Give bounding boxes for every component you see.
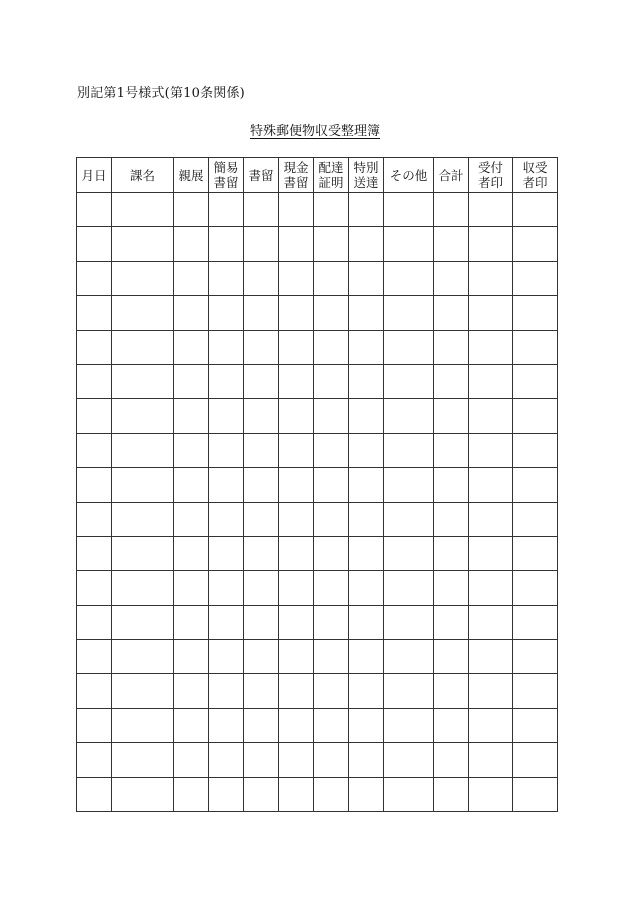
entry-cell-other[interactable] [384, 674, 434, 708]
entry-cell-other[interactable] [384, 296, 434, 330]
entry-cell-section[interactable] [112, 468, 174, 502]
entry-cell-section[interactable] [112, 261, 174, 295]
entry-cell-special-delivery[interactable] [349, 708, 384, 742]
entry-cell-registered[interactable] [244, 468, 279, 502]
entry-cell-receiver-seal[interactable] [469, 536, 513, 570]
entry-cell-recipient-seal[interactable] [513, 433, 558, 467]
table-row [77, 364, 558, 398]
entry-cell-other[interactable] [384, 227, 434, 261]
entry-cell-section[interactable] [112, 330, 174, 364]
entry-cell-personal[interactable] [174, 502, 209, 536]
table-row [77, 743, 558, 777]
entry-cell-receiver-seal[interactable] [469, 261, 513, 295]
entry-cell-personal[interactable] [174, 777, 209, 811]
table-row [77, 193, 558, 227]
register-header [77, 158, 558, 193]
entry-cell-total[interactable] [434, 571, 469, 605]
entry-cell-other[interactable] [384, 536, 434, 570]
register-table [76, 157, 558, 812]
entry-cell-delivery-certificate[interactable] [314, 708, 349, 742]
column-header-line: 証明 [318, 175, 344, 190]
column-header-special-delivery [349, 158, 384, 193]
entry-cell-total[interactable] [434, 468, 469, 502]
entry-cell-recipient-seal[interactable] [513, 536, 558, 570]
column-header-line: 配達 [318, 160, 344, 175]
entry-cell-simple-registered[interactable] [209, 399, 244, 433]
entry-cell-recipient-seal[interactable] [513, 364, 558, 398]
column-header-line: 書留 [213, 175, 239, 190]
entry-cell-receiver-seal[interactable] [469, 399, 513, 433]
entry-cell-section[interactable] [112, 364, 174, 398]
entry-cell-registered[interactable] [244, 605, 279, 639]
entry-cell-receiver-seal[interactable] [469, 571, 513, 605]
entry-cell-cash-registered[interactable] [279, 708, 314, 742]
entry-cell-recipient-seal[interactable] [513, 399, 558, 433]
entry-cell-receiver-seal[interactable] [469, 502, 513, 536]
entry-cell-delivery-certificate[interactable] [314, 536, 349, 570]
entry-cell-month-day[interactable] [77, 777, 112, 811]
entry-cell-other[interactable] [384, 193, 434, 227]
entry-cell-personal[interactable] [174, 330, 209, 364]
entry-cell-month-day[interactable] [77, 536, 112, 570]
table-row [77, 536, 558, 570]
entry-cell-section[interactable] [112, 227, 174, 261]
entry-cell-personal[interactable] [174, 743, 209, 777]
entry-cell-registered[interactable] [244, 640, 279, 674]
column-header-line: 月日 [81, 167, 107, 183]
table-row [77, 261, 558, 295]
entry-cell-simple-registered[interactable] [209, 605, 244, 639]
entry-cell-cash-registered[interactable] [279, 227, 314, 261]
entry-cell-recipient-seal[interactable] [513, 605, 558, 639]
entry-cell-month-day[interactable] [77, 708, 112, 742]
entry-cell-recipient-seal[interactable] [513, 227, 558, 261]
table-row [77, 502, 558, 536]
column-header-registered [244, 158, 279, 193]
entry-cell-month-day[interactable] [77, 399, 112, 433]
entry-cell-cash-registered[interactable] [279, 399, 314, 433]
table-row [77, 296, 558, 330]
entry-cell-month-day[interactable] [77, 296, 112, 330]
entry-cell-cash-registered[interactable] [279, 743, 314, 777]
column-header-section [112, 158, 174, 193]
entry-cell-registered[interactable] [244, 399, 279, 433]
entry-cell-delivery-certificate[interactable] [314, 433, 349, 467]
entry-cell-personal[interactable] [174, 674, 209, 708]
entry-cell-simple-registered[interactable] [209, 708, 244, 742]
entry-cell-delivery-certificate[interactable] [314, 193, 349, 227]
entry-cell-delivery-certificate[interactable] [314, 571, 349, 605]
entry-cell-total[interactable] [434, 708, 469, 742]
entry-cell-month-day[interactable] [77, 330, 112, 364]
entry-cell-month-day[interactable] [77, 571, 112, 605]
entry-cell-receiver-seal[interactable] [469, 296, 513, 330]
entry-cell-personal[interactable] [174, 193, 209, 227]
entry-cell-delivery-certificate[interactable] [314, 743, 349, 777]
entry-cell-other[interactable] [384, 433, 434, 467]
entry-cell-recipient-seal[interactable] [513, 743, 558, 777]
entry-cell-registered[interactable] [244, 227, 279, 261]
entry-cell-simple-registered[interactable] [209, 364, 244, 398]
entry-cell-section[interactable] [112, 502, 174, 536]
entry-cell-cash-registered[interactable] [279, 536, 314, 570]
entry-cell-simple-registered[interactable] [209, 296, 244, 330]
entry-cell-cash-registered[interactable] [279, 605, 314, 639]
entry-cell-other[interactable] [384, 468, 434, 502]
entry-cell-delivery-certificate[interactable] [314, 777, 349, 811]
entry-cell-total[interactable] [434, 640, 469, 674]
entry-cell-special-delivery[interactable] [349, 777, 384, 811]
entry-cell-special-delivery[interactable] [349, 743, 384, 777]
column-header-line: その他 [389, 167, 428, 183]
entry-cell-special-delivery[interactable] [349, 674, 384, 708]
entry-cell-personal[interactable] [174, 227, 209, 261]
column-header-simple-registered [209, 158, 244, 193]
entry-cell-recipient-seal[interactable] [513, 674, 558, 708]
entry-cell-month-day[interactable] [77, 674, 112, 708]
entry-cell-registered[interactable] [244, 364, 279, 398]
form-reference: 別記第1号様式(第10条関係) [77, 86, 245, 101]
entry-cell-section[interactable] [112, 640, 174, 674]
entry-cell-receiver-seal[interactable] [469, 227, 513, 261]
entry-cell-cash-registered[interactable] [279, 364, 314, 398]
entry-cell-registered[interactable] [244, 743, 279, 777]
entry-cell-total[interactable] [434, 330, 469, 364]
entry-cell-receiver-seal[interactable] [469, 468, 513, 502]
document-title-wrapper [0, 120, 630, 139]
entry-cell-special-delivery[interactable] [349, 502, 384, 536]
entry-cell-section[interactable] [112, 777, 174, 811]
entry-cell-delivery-certificate[interactable] [314, 468, 349, 502]
table-row [77, 468, 558, 502]
entry-cell-month-day[interactable] [77, 605, 112, 639]
entry-cell-recipient-seal[interactable] [513, 193, 558, 227]
entry-cell-personal[interactable] [174, 433, 209, 467]
entry-cell-registered[interactable] [244, 571, 279, 605]
entry-cell-special-delivery[interactable] [349, 261, 384, 295]
entry-cell-other[interactable] [384, 777, 434, 811]
entry-cell-month-day[interactable] [77, 261, 112, 295]
entry-cell-simple-registered[interactable] [209, 777, 244, 811]
entry-cell-registered[interactable] [244, 433, 279, 467]
entry-cell-month-day[interactable] [77, 468, 112, 502]
entry-cell-total[interactable] [434, 433, 469, 467]
entry-cell-simple-registered[interactable] [209, 433, 244, 467]
entry-cell-registered[interactable] [244, 674, 279, 708]
entry-cell-personal[interactable] [174, 364, 209, 398]
entry-cell-month-day[interactable] [77, 227, 112, 261]
entry-cell-receiver-seal[interactable] [469, 777, 513, 811]
entry-cell-receiver-seal[interactable] [469, 433, 513, 467]
entry-cell-delivery-certificate[interactable] [314, 399, 349, 433]
entry-cell-receiver-seal[interactable] [469, 330, 513, 364]
entry-cell-total[interactable] [434, 399, 469, 433]
table-row [77, 708, 558, 742]
column-header-line: 親展 [178, 167, 204, 183]
entry-cell-registered[interactable] [244, 502, 279, 536]
entry-cell-other[interactable] [384, 261, 434, 295]
entry-cell-delivery-certificate[interactable] [314, 640, 349, 674]
entry-cell-cash-registered[interactable] [279, 571, 314, 605]
entry-cell-total[interactable] [434, 193, 469, 227]
entry-cell-personal[interactable] [174, 605, 209, 639]
entry-cell-other[interactable] [384, 708, 434, 742]
column-header-receiver-seal [469, 158, 513, 193]
column-header-line: 送達 [353, 175, 379, 190]
entry-cell-simple-registered[interactable] [209, 227, 244, 261]
entry-cell-registered[interactable] [244, 536, 279, 570]
entry-cell-section[interactable] [112, 708, 174, 742]
column-header-line: 収受 [522, 160, 548, 175]
entry-cell-delivery-certificate[interactable] [314, 502, 349, 536]
header-row [77, 158, 558, 193]
entry-cell-section[interactable] [112, 674, 174, 708]
entry-cell-delivery-certificate[interactable] [314, 227, 349, 261]
entry-cell-personal[interactable] [174, 640, 209, 674]
entry-cell-simple-registered[interactable] [209, 330, 244, 364]
entry-cell-simple-registered[interactable] [209, 571, 244, 605]
table-row [77, 640, 558, 674]
entry-cell-receiver-seal[interactable] [469, 640, 513, 674]
entry-cell-special-delivery[interactable] [349, 536, 384, 570]
entry-cell-recipient-seal[interactable] [513, 330, 558, 364]
entry-cell-other[interactable] [384, 502, 434, 536]
entry-cell-month-day[interactable] [77, 743, 112, 777]
table-row [77, 433, 558, 467]
entry-cell-personal[interactable] [174, 399, 209, 433]
entry-cell-section[interactable] [112, 399, 174, 433]
entry-cell-recipient-seal[interactable] [513, 261, 558, 295]
table-row [77, 330, 558, 364]
entry-cell-other[interactable] [384, 605, 434, 639]
column-header-cash-registered [279, 158, 314, 193]
entry-cell-special-delivery[interactable] [349, 468, 384, 502]
entry-cell-delivery-certificate[interactable] [314, 330, 349, 364]
entry-cell-personal[interactable] [174, 261, 209, 295]
entry-cell-receiver-seal[interactable] [469, 364, 513, 398]
entry-cell-other[interactable] [384, 640, 434, 674]
table-row [77, 674, 558, 708]
column-header-other [384, 158, 434, 193]
entry-cell-personal[interactable] [174, 468, 209, 502]
entry-cell-total[interactable] [434, 261, 469, 295]
entry-cell-recipient-seal[interactable] [513, 296, 558, 330]
entry-cell-simple-registered[interactable] [209, 468, 244, 502]
entry-cell-registered[interactable] [244, 193, 279, 227]
column-header-total [434, 158, 469, 193]
entry-cell-other[interactable] [384, 571, 434, 605]
entry-cell-cash-registered[interactable] [279, 261, 314, 295]
entry-cell-special-delivery[interactable] [349, 640, 384, 674]
entry-cell-special-delivery[interactable] [349, 433, 384, 467]
entry-cell-cash-registered[interactable] [279, 640, 314, 674]
entry-cell-simple-registered[interactable] [209, 502, 244, 536]
entry-cell-other[interactable] [384, 330, 434, 364]
table-row [77, 605, 558, 639]
entry-cell-section[interactable] [112, 193, 174, 227]
entry-cell-simple-registered[interactable] [209, 743, 244, 777]
entry-cell-special-delivery[interactable] [349, 364, 384, 398]
entry-cell-delivery-certificate[interactable] [314, 364, 349, 398]
entry-cell-recipient-seal[interactable] [513, 502, 558, 536]
entry-cell-cash-registered[interactable] [279, 330, 314, 364]
entry-cell-receiver-seal[interactable] [469, 605, 513, 639]
entry-cell-personal[interactable] [174, 296, 209, 330]
table-row [77, 571, 558, 605]
entry-cell-registered[interactable] [244, 708, 279, 742]
entry-cell-special-delivery[interactable] [349, 399, 384, 433]
entry-cell-registered[interactable] [244, 261, 279, 295]
table-row [77, 227, 558, 261]
entry-cell-personal[interactable] [174, 536, 209, 570]
table-row [77, 777, 558, 811]
entry-cell-total[interactable] [434, 227, 469, 261]
entry-cell-registered[interactable] [244, 330, 279, 364]
entry-cell-section[interactable] [112, 743, 174, 777]
entry-cell-recipient-seal[interactable] [513, 708, 558, 742]
entry-cell-simple-registered[interactable] [209, 193, 244, 227]
entry-cell-delivery-certificate[interactable] [314, 674, 349, 708]
entry-cell-total[interactable] [434, 605, 469, 639]
entry-cell-registered[interactable] [244, 777, 279, 811]
entry-cell-section[interactable] [112, 433, 174, 467]
entry-cell-cash-registered[interactable] [279, 193, 314, 227]
entry-cell-cash-registered[interactable] [279, 296, 314, 330]
column-header-line: 特別 [353, 160, 379, 175]
entry-cell-special-delivery[interactable] [349, 571, 384, 605]
column-header-line: 合計 [438, 167, 464, 183]
entry-cell-cash-registered[interactable] [279, 468, 314, 502]
column-header-line: 書留 [283, 175, 309, 190]
entry-cell-section[interactable] [112, 296, 174, 330]
entry-cell-other[interactable] [384, 399, 434, 433]
entry-cell-simple-registered[interactable] [209, 261, 244, 295]
entry-cell-recipient-seal[interactable] [513, 777, 558, 811]
column-header-month-day [77, 158, 112, 193]
column-header-line: 受付 [477, 160, 503, 175]
column-header-line: 現金 [283, 160, 309, 175]
entry-cell-other[interactable] [384, 364, 434, 398]
entry-cell-month-day[interactable] [77, 640, 112, 674]
entry-cell-recipient-seal[interactable] [513, 468, 558, 502]
entry-cell-delivery-certificate[interactable] [314, 261, 349, 295]
entry-cell-special-delivery[interactable] [349, 227, 384, 261]
column-header-delivery-certificate [314, 158, 349, 193]
entry-cell-simple-registered[interactable] [209, 640, 244, 674]
entry-cell-recipient-seal[interactable] [513, 571, 558, 605]
entry-cell-registered[interactable] [244, 296, 279, 330]
entry-cell-personal[interactable] [174, 708, 209, 742]
entry-cell-total[interactable] [434, 364, 469, 398]
entry-cell-month-day[interactable] [77, 364, 112, 398]
register-body [77, 193, 558, 812]
column-header-line: 簡易 [213, 160, 239, 175]
entry-cell-section[interactable] [112, 536, 174, 570]
entry-cell-simple-registered[interactable] [209, 536, 244, 570]
column-header-line: 書留 [248, 167, 274, 183]
entry-cell-cash-registered[interactable] [279, 777, 314, 811]
entry-cell-special-delivery[interactable] [349, 193, 384, 227]
entry-cell-cash-registered[interactable] [279, 674, 314, 708]
entry-cell-delivery-certificate[interactable] [314, 605, 349, 639]
entry-cell-total[interactable] [434, 536, 469, 570]
entry-cell-cash-registered[interactable] [279, 433, 314, 467]
entry-cell-simple-registered[interactable] [209, 674, 244, 708]
entry-cell-receiver-seal[interactable] [469, 708, 513, 742]
entry-cell-total[interactable] [434, 502, 469, 536]
entry-cell-delivery-certificate[interactable] [314, 296, 349, 330]
table-row [77, 399, 558, 433]
entry-cell-personal[interactable] [174, 571, 209, 605]
column-header-line: 者印 [477, 175, 503, 190]
entry-cell-month-day[interactable] [77, 502, 112, 536]
entry-cell-month-day[interactable] [77, 433, 112, 467]
entry-cell-other[interactable] [384, 743, 434, 777]
entry-cell-total[interactable] [434, 743, 469, 777]
entry-cell-total[interactable] [434, 777, 469, 811]
column-header-line: 者印 [522, 175, 548, 190]
entry-cell-month-day[interactable] [77, 193, 112, 227]
entry-cell-special-delivery[interactable] [349, 296, 384, 330]
entry-cell-special-delivery[interactable] [349, 330, 384, 364]
entry-cell-receiver-seal[interactable] [469, 674, 513, 708]
entry-cell-cash-registered[interactable] [279, 502, 314, 536]
entry-cell-receiver-seal[interactable] [469, 193, 513, 227]
column-header-recipient-seal [513, 158, 558, 193]
entry-cell-receiver-seal[interactable] [469, 743, 513, 777]
entry-cell-total[interactable] [434, 296, 469, 330]
document-title: 特殊郵便物収受整理簿 [249, 124, 380, 139]
entry-cell-recipient-seal[interactable] [513, 640, 558, 674]
entry-cell-section[interactable] [112, 571, 174, 605]
entry-cell-special-delivery[interactable] [349, 605, 384, 639]
column-header-personal [174, 158, 209, 193]
entry-cell-section[interactable] [112, 605, 174, 639]
column-header-line: 課名 [129, 167, 155, 183]
entry-cell-total[interactable] [434, 674, 469, 708]
